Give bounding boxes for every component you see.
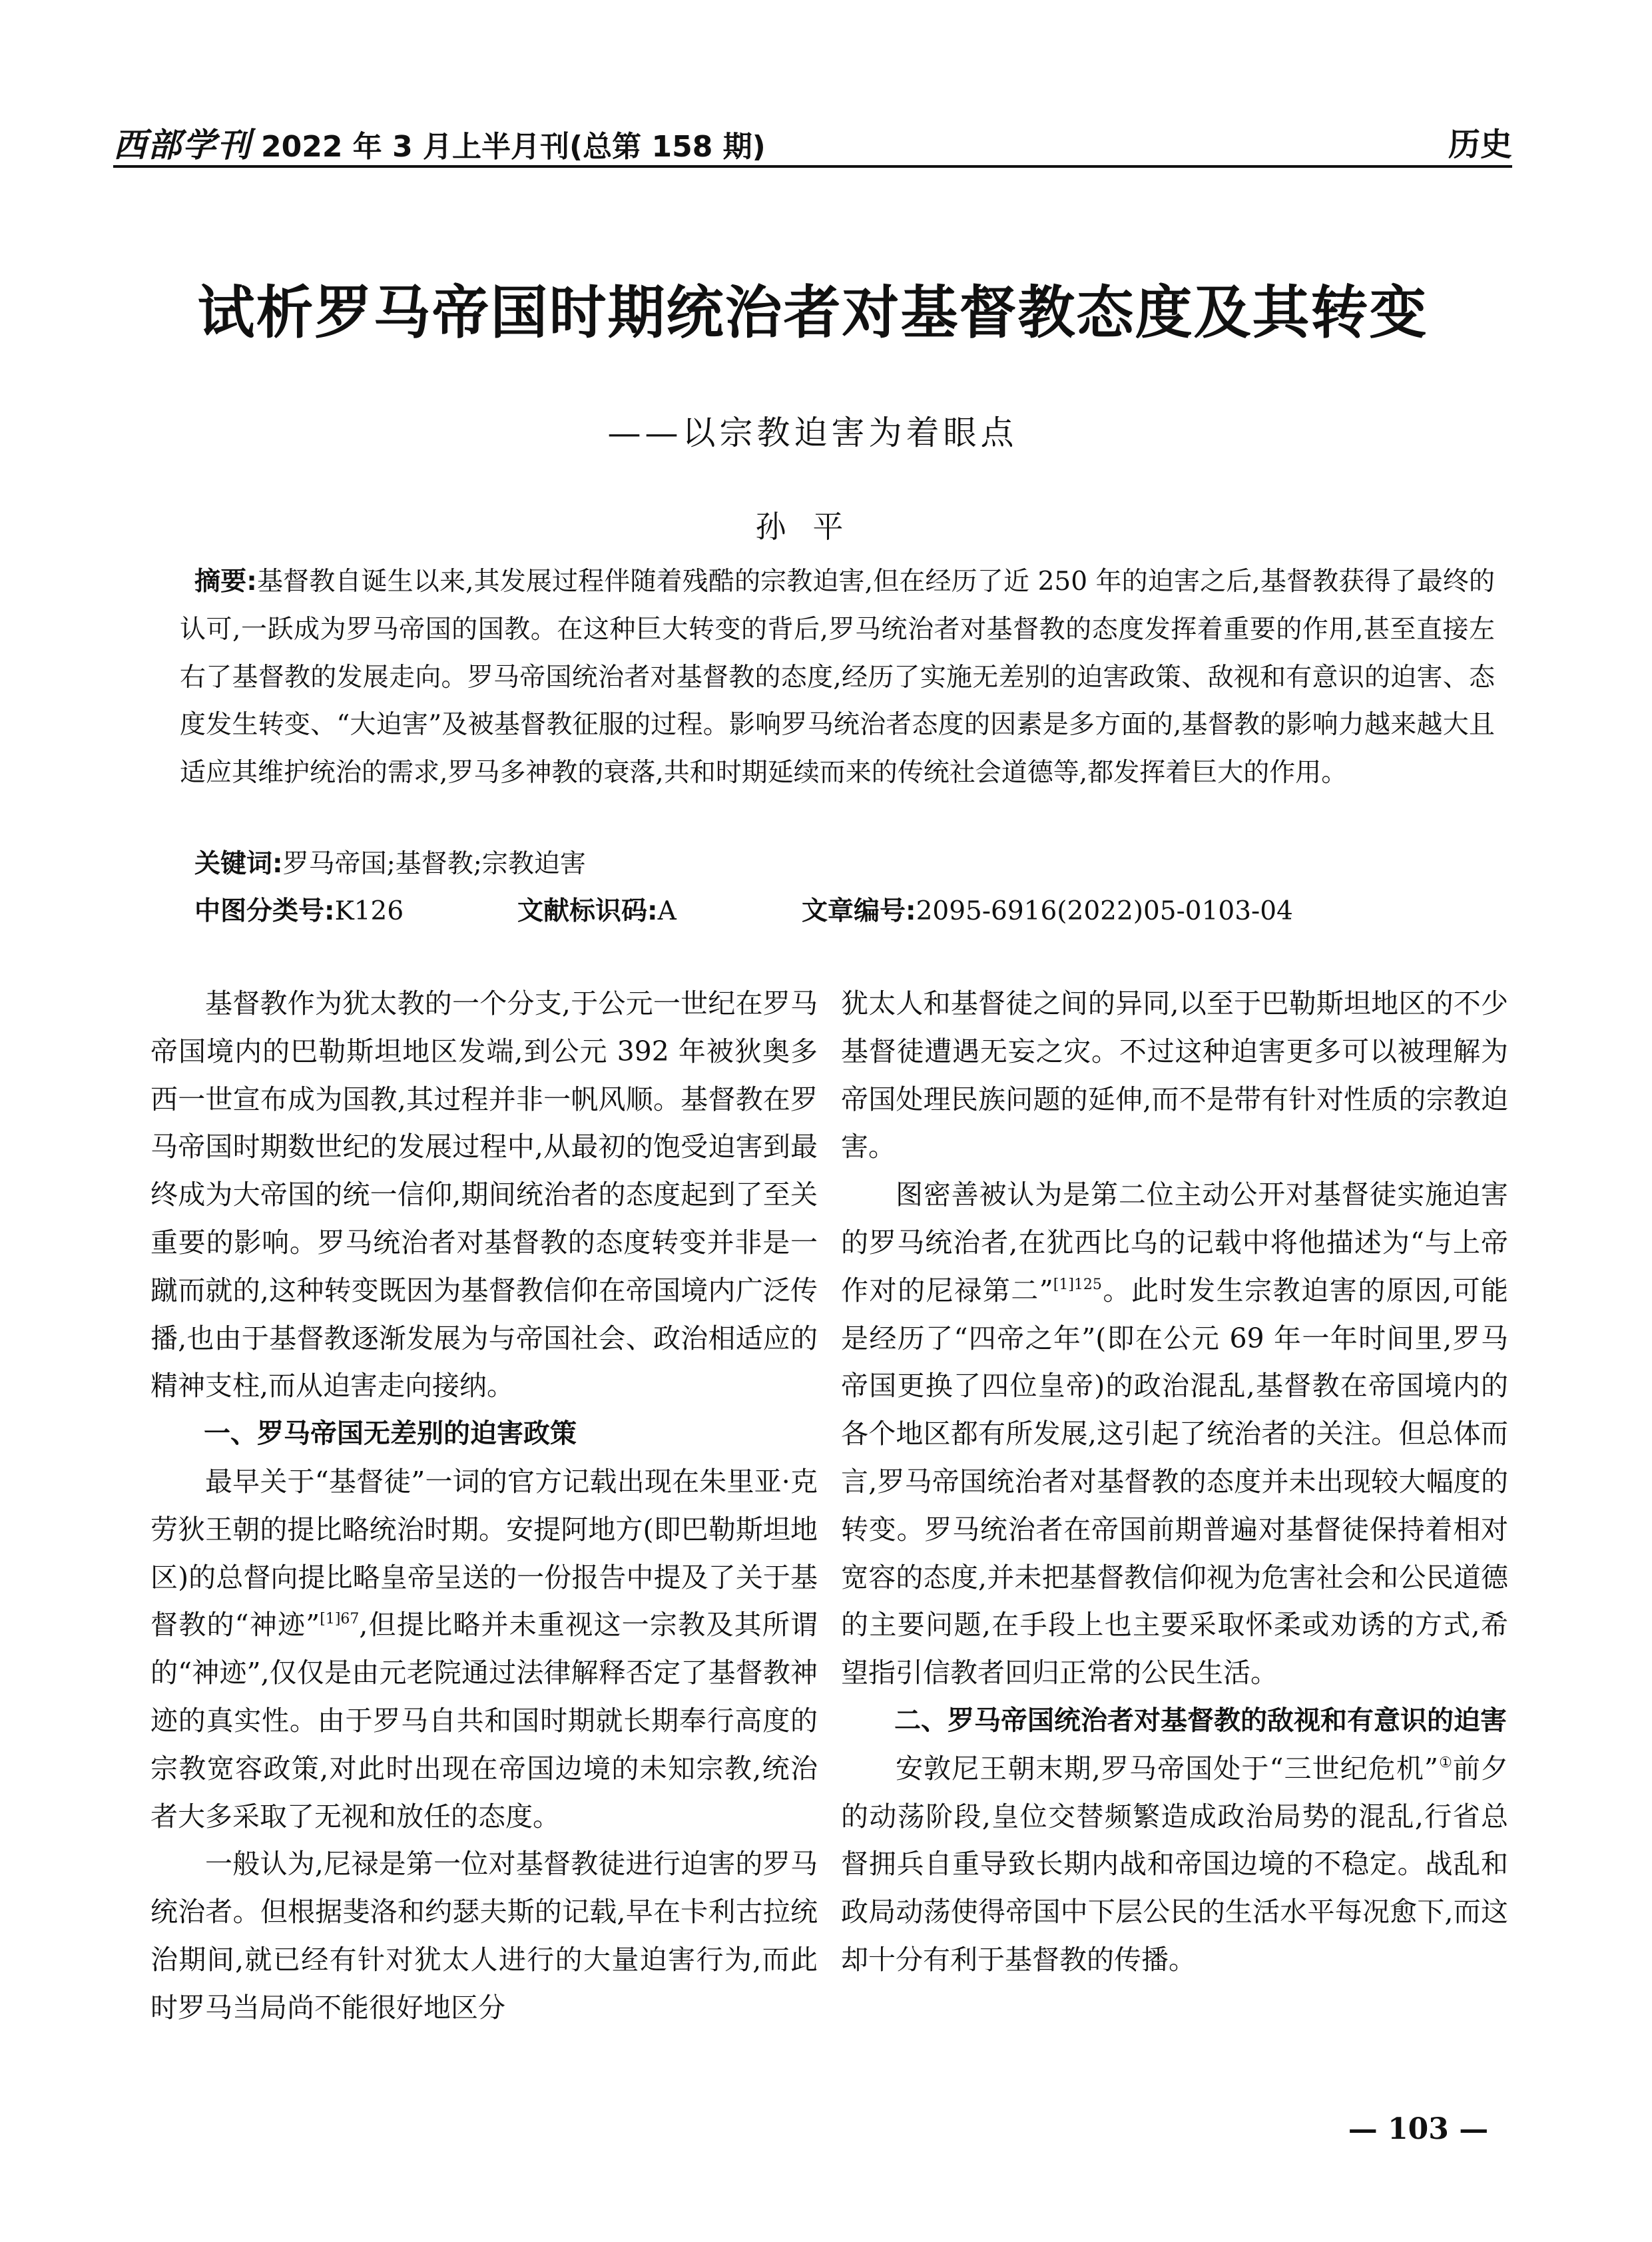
keywords [194,843,586,880]
paragraph-text: 。此时发生宗教迫害的原因,可能是经历了“四帝之年”(即在公元 69 年一年时间里,罗马帝国更换了四位皇帝)的政治混乱,基督教在帝国境内的各个地区都有所发展,这引起了统治者的关注。但总体而言,罗马帝国统治者对基督教的态度并未出现较大幅度的转变。罗马统治者在帝国前期普遍对基督徒保持着相对宽容的态度,并未把基督教信仰视为危害社会和公民道德的主要问题,在手段上也主要采取怀柔或劝诱的方式,希望指引信教者回归正常的公民生活。 [841,1274,1508,1689]
article-number-label: 文章编号: [802,896,916,926]
paragraph [841,1171,1508,1697]
article-number-value: 2095-6916(2022)05-0103-04 [916,896,1293,926]
paragraph-text: 最早关于“基督徒”一词的官方记载出现在朱里亚·克劳狄王朝的提比略统治时期。安提阿地方(即巴勒斯坦地区)的总督向提比略皇帝呈送的一份报告中提及了关于基督教的“神迹” [150,1465,818,1641]
article-title: 试析罗马帝国时期统治者对基督教态度及其转变 [197,279,1428,346]
section-label: 历史 [1448,126,1512,163]
journal-info [113,119,766,166]
paragraph-continued: 犹太人和基督徒之间的异同,以至于巴勒斯坦地区的不少基督徒遭遇无妄之灾。不过这种迫害更多可以被理解为帝国处理民族问题的延伸,而不是带有针对性质的宗教迫害。 [841,987,1508,1163]
clc-label: 中图分类号: [194,896,335,926]
body-column-left [150,980,818,2032]
doc-code-value: A [657,896,677,926]
page-number: — 103 — [1348,2112,1489,2146]
keywords-label: 关键词: [194,849,283,879]
paragraph-text: 前夕的动荡阶段,皇位交替频繁造成政治局势的混乱,行省总督拥兵自重导致长期内战和帝国边境的不稳定。战乱和政局动荡使得帝国中下层公民的生活水平每况愈下,而这却十分有利于基督教的传播。 [841,1752,1509,1976]
author-name: 孙平 [755,509,870,545]
running-header [113,100,1512,168]
article-subtitle: ——以宗教迫害为着眼点 [607,414,1018,452]
article-number [802,890,1293,928]
abstract-label: 摘要: [194,567,257,597]
keywords-text: 罗马帝国;基督教;宗教迫害 [282,849,586,879]
doc-code-label: 文献标识码: [517,896,658,926]
paragraph: 基督教作为犹太教的一个分支,于公元一世纪在罗马帝国境内的巴勒斯坦地区发端,到公元 392 年被狄奥多西一世宣布成为国教,其过程并非一帆风顺。基督教在罗马帝国时期数世纪的发展过程中,从最初的饱受迫害到最终成为大帝国的统一信仰,期间统治者的态度起到了至关重要的影响。罗马统治者对基督教的态度转变并非是一蹴而就的,这种转变既因为基督教信仰在帝国境内广泛传播,也由于基督教逐渐发展为与帝国社会、政治相适应的精神支柱,而从迫害走向接纳。 [150,987,818,1402]
section-heading-2: 二、罗马帝国统治者对基督教的敌视和有意识的迫害 [894,1705,1507,1736]
citation-ref: [1]125 [1053,1276,1102,1293]
clc-value: K126 [334,896,404,926]
paragraph [841,1745,1508,1984]
abstract [180,558,1495,797]
body-column-right [841,980,1508,1984]
document-code [517,890,677,928]
paragraph-text: 图密善被认为是第二位主动公开对基督徒实施迫害的罗马统治者,在犹西比乌的记载中将他描述为“与上帝作对的尼禄第二” [841,1179,1508,1306]
footnote-marker: ① [1438,1754,1453,1771]
paragraph [150,1458,818,1840]
journal-logo: 西部学刊 [113,125,252,164]
paragraph: 一般认为,尼禄是第一位对基督教徒进行迫害的罗马统治者。但根据斐洛和约瑟夫斯的记载,早在卡利古拉统治期间,就已经有针对犹太人进行的大量迫害行为,而此时罗马当局尚不能很好地区分 [150,1848,818,2024]
paragraph-text: ,但提比略并未重视这一宗教及其所谓的“神迹”,仅仅是由元老院通过法律解释否定了基督教神迹的真实性。由于罗马自共和国时期就长期奉行高度的宗教宽容政策,对此时出现在帝国边境的未知宗教,统治者大多采取了无视和放任的态度。 [150,1609,818,1832]
clc-number [194,890,404,928]
section-heading-1: 一、罗马帝国无差别的迫害政策 [204,1418,577,1450]
journal-issue: 2022 年 3 月上半月刊(总第 158 期) [261,130,766,164]
paragraph-text: 安敦尼王朝末期,罗马帝国处于“三世纪危机” [896,1752,1438,1785]
citation-ref: [1]67 [320,1611,360,1628]
abstract-text: 基督教自诞生以来,其发展过程伴随着残酷的宗教迫害,但在经历了近 250 年的迫害之后,基督教获得了最终的认可,一跃成为罗马帝国的国教。在这种巨大转变的背后,罗马统治者对基督教的态度发挥着重要的作用,甚至直接左右了基督教的发展走向。罗马帝国统治者对基督教的态度,经历了实施无差别的迫害政策、敌视和有意识的迫害、态度发生转变、“大迫害”及被基督教征服的过程。影响罗马统治者态度的因素是多方面的,基督教的影响力越来越大且适应其维护统治的需求,罗马多神教的衰落,共和时期延续而来的传统社会道德等,都发挥着巨大的作用。 [180,567,1495,788]
